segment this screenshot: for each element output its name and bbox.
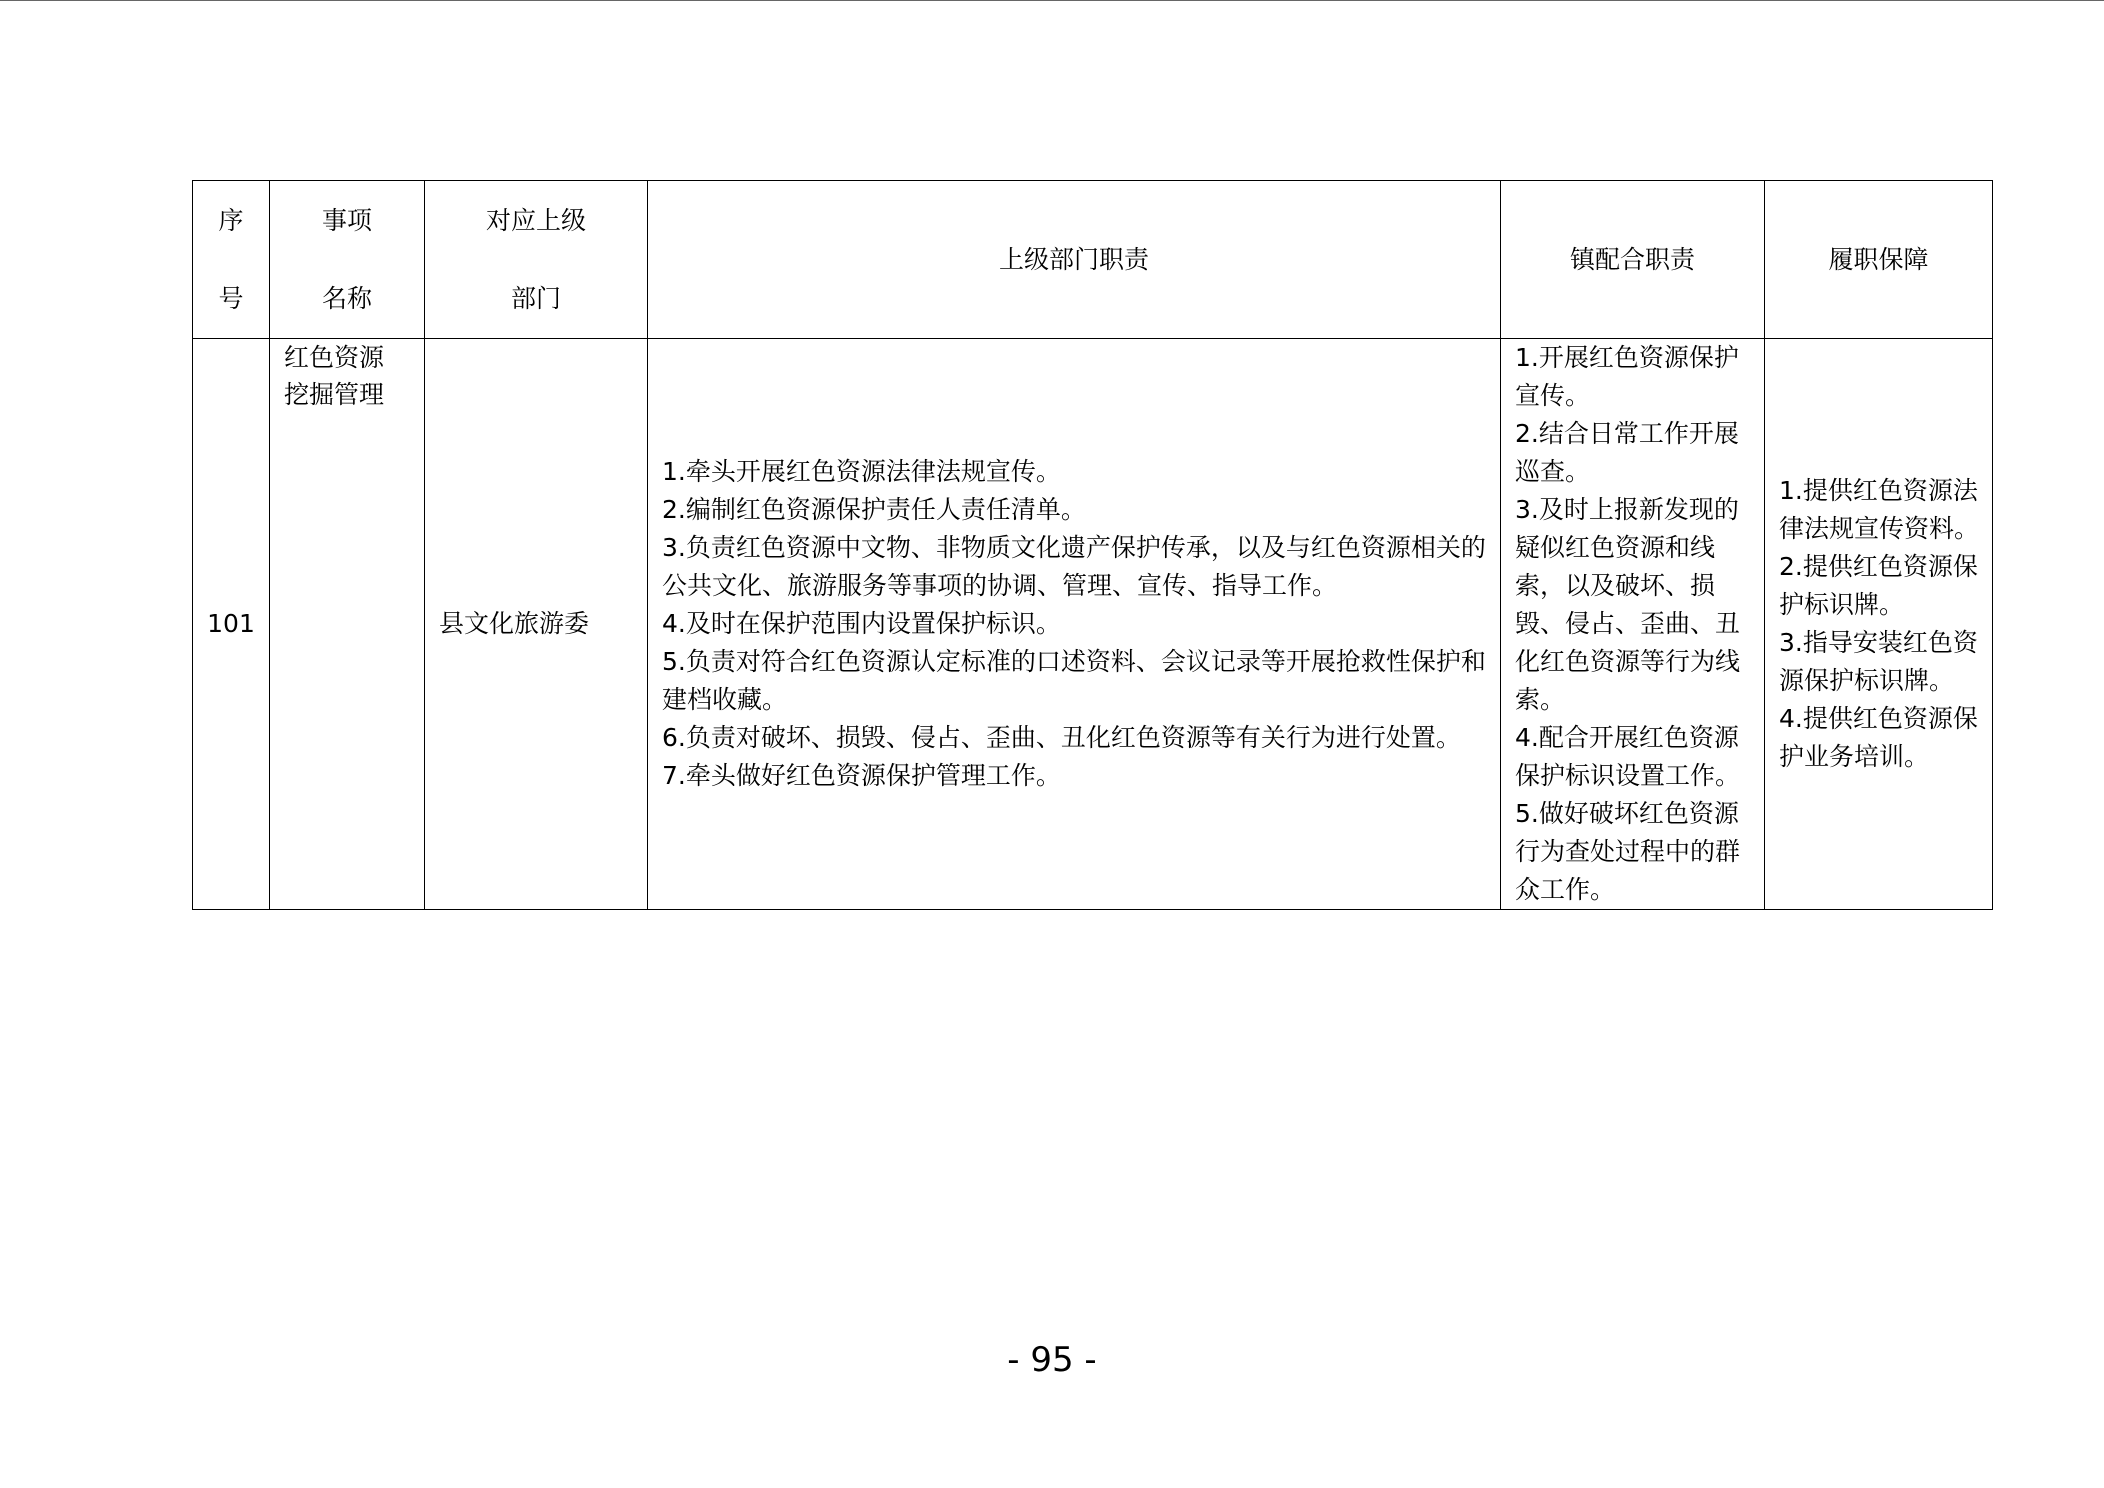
header-item-name-line1: 事项	[321, 205, 372, 235]
header-index	[193, 181, 270, 339]
town-duty-item: 4.配合开展红色资源保护标识设置工作。	[1515, 723, 1741, 790]
header-index-line2: 号	[218, 283, 244, 313]
town-duty-item: 2.结合日常工作开展巡查。	[1515, 419, 1739, 486]
row-upper-duties	[648, 339, 1501, 910]
duty-table	[192, 180, 1993, 910]
upper-duty-item: 7.牵头做好红色资源保护管理工作。	[662, 761, 1061, 790]
row-item-name	[270, 339, 425, 910]
town-duty-item: 1.开展红色资源保护宣传。	[1515, 343, 1739, 410]
header-upper-dept-line2: 部门	[510, 283, 561, 313]
header-item-name-line2: 名称	[321, 283, 372, 313]
town-duty-item: 5.做好破坏红色资源行为查处过程中的群众工作。	[1515, 799, 1741, 904]
upper-duty-item: 1.牵头开展红色资源法律法规宣传。	[662, 457, 1061, 486]
row-guarantee	[1765, 339, 1993, 910]
guarantee-item: 2.提供红色资源保护标识牌。	[1779, 552, 1978, 619]
page-number: - 95 -	[1007, 1340, 1097, 1380]
upper-duty-item: 3.负责红色资源中文物、非物质文化遗产保护传承，以及与红色资源相关的公共文化、旅游服务等事项的协调、管理、宣传、指导工作。	[662, 533, 1486, 600]
row-town-duties	[1501, 339, 1765, 910]
header-town-duties: 镇配合职责	[1501, 181, 1765, 339]
table-header-row	[193, 181, 1993, 339]
header-index-line1: 序	[218, 205, 244, 235]
header-item-name	[270, 181, 425, 339]
row-index: 101	[193, 339, 270, 910]
guarantee-item: 1.提供红色资源法律法规宣传资料。	[1779, 476, 1980, 543]
top-border-line	[0, 0, 2104, 1]
header-upper-dept	[425, 181, 648, 339]
upper-duty-item: 4.及时在保护范围内设置保护标识。	[662, 609, 1061, 638]
header-upper-duties: 上级部门职责	[648, 181, 1501, 339]
upper-duty-item: 2.编制红色资源保护责任人责任清单。	[662, 495, 1086, 524]
table-row	[193, 339, 1993, 910]
upper-duty-item: 6.负责对破坏、损毁、侵占、歪曲、丑化红色资源等有关行为进行处置。	[662, 723, 1461, 752]
header-upper-dept-line1: 对应上级	[485, 205, 586, 235]
row-upper-dept: 县文化旅游委	[425, 339, 648, 910]
header-guarantee: 履职保障	[1765, 181, 1993, 339]
town-duty-item: 3.及时上报新发现的疑似红色资源和线索，以及破坏、损毁、侵占、歪曲、丑化红色资源等行为线索。	[1515, 495, 1741, 714]
guarantee-item: 3.指导安装红色资源保护标识牌。	[1779, 628, 1978, 695]
upper-duty-item: 5.负责对符合红色资源认定标准的口述资料、会议记录等开展抢救性保护和建档收藏。	[662, 647, 1486, 714]
guarantee-item: 4.提供红色资源保护业务培训。	[1779, 704, 1978, 771]
row-item-name-text: 红色资源挖掘管理	[284, 343, 385, 409]
